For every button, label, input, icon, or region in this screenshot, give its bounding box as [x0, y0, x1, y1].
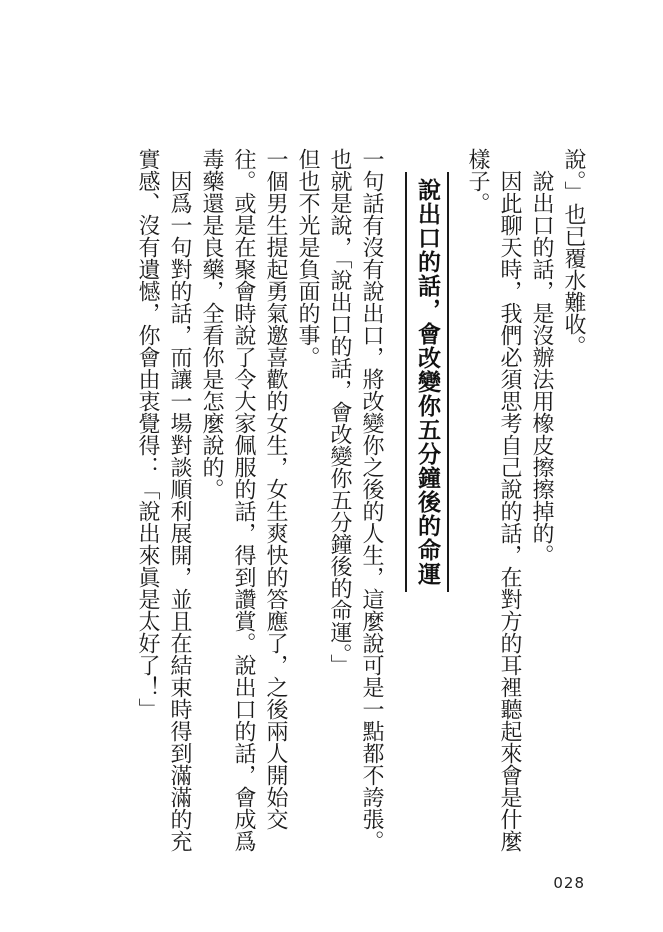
- page-number: 028: [553, 874, 585, 892]
- paragraph-think-before-speaking: 因此聊天時，我們必須思考自己說的話，在對方的耳裡聽起來會是什麼樣子。: [465, 148, 522, 852]
- section-heading: 說出口的話，會改變你五分鐘後的命運: [414, 178, 440, 586]
- paragraph-eraser: 說出口的話，是沒辦法用橡皮擦擦掉的。: [529, 170, 554, 566]
- vertical-text-block: [131, 148, 589, 858]
- paragraph-quote-fate: 也就是說，「說出口的話，會改變你五分鐘後的命運。」: [327, 148, 352, 676]
- paragraph-example-confession: 一個男生提起勇氣邀喜歡的女生，女生爽快的答應了，之後兩人開始交往。或是在聚會時說了令大家佩服的話，得到讚賞。說出口的話，會成爲毒藥還是良藥，全看你是怎麼說的。: [199, 148, 288, 852]
- paragraph-not-only-negative: 但也不光是負面的事。: [295, 148, 320, 368]
- paragraph-changes-life: 一句話有沒有說出口，將改變你之後的人生，這麼說可是一點都不誇張。: [359, 148, 384, 852]
- section-heading-box: [405, 172, 449, 592]
- paragraph-continuation: 說。」也已覆水難收。: [561, 148, 586, 357]
- paragraph-glad-said-it: 因爲一句對的話，而讓一場對談順利展開，並且在結束時得到滿滿的充實感、沒有遺憾，你會由衷覺得：「說出來眞是太好了！」: [135, 148, 192, 852]
